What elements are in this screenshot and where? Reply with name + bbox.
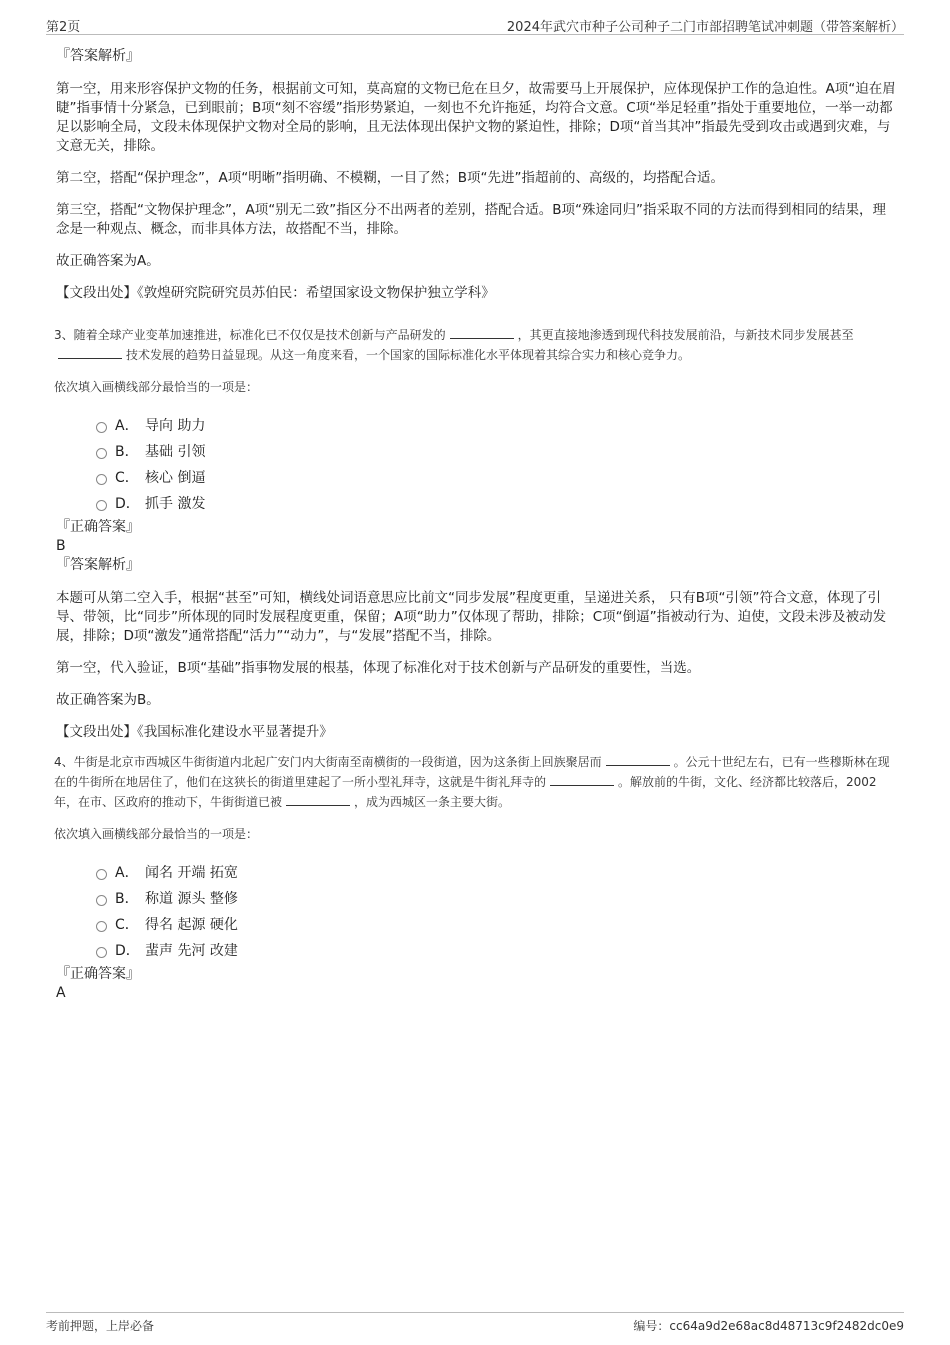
document-title: 2024年武穴市种子公司种子二门市部招聘笔试冲刺题（带答案解析） [506,20,904,35]
q2-analysis-para3: 第三空，搭配“文物保护理念”，A项“别无二致”指区分不出两者的差别，搭配合适。B项“殊途同归”指采取不同的方法而得到相同的结果，理念是一种观点、概念，而非具体方法，故搭配不当，排除。 [56,202,886,237]
q3-analysis-para2: 第一空，代入验证，B项“基础”指事物发展的根基，体现了标准化对于技术创新与产品研发的重要性，当选。 [56,660,701,676]
blank-1 [606,753,670,766]
q2-conclusion: 故正确答案为A。 [56,253,160,269]
q3-instruction: 依次填入画横线部分最恰当的一项是： [54,380,259,394]
q4-answer: A [56,985,66,1001]
q3-option-d[interactable]: D． 抓手 激发 [96,491,896,517]
radio-icon[interactable] [96,869,107,880]
radio-icon[interactable] [96,422,107,433]
blank-2 [58,346,122,359]
q4-stem: 4、牛街是北京市西城区牛街街道内北起广安门内大街南至南横街的一段街道，因为这条街上回族聚居而 。公元十世纪左右，已有一些穆斯林在现在的牛街所在地居住了，他们在这狭长的街道里建起了一所小型礼拜寺，这就是牛街礼拜寺的 。解放前的牛街，文化、经济都比较落后，2002年，在市、区政府的推动下，牛街街道已被 ，成为西城区一条主要大街。 [54,755,890,809]
page-number: 第2页 [46,20,81,35]
radio-icon[interactable] [96,500,107,511]
q3-answer-label: 『正确答案』 [56,519,140,535]
page-header [46,14,904,35]
blank-3 [286,793,350,806]
q3-answer: B [56,538,66,554]
page-footer [46,1312,904,1333]
q3-option-a[interactable]: A． 导向 助力 [96,413,896,439]
radio-icon[interactable] [96,921,107,932]
q4-options [96,860,896,964]
q4-option-d[interactable]: D． 蜚声 先河 改建 [96,938,896,964]
q4-option-b[interactable]: B． 称道 源头 整修 [96,886,896,912]
radio-icon[interactable] [96,947,107,958]
q2-analysis-para2: 第二空，搭配“保护理念”，A项“明晰”指明确、不模糊，一目了然；B项“先进”指超前的、高级的，均搭配合适。 [56,170,724,186]
blank-2 [550,773,614,786]
q4-option-a[interactable]: A． 闻名 开端 拓宽 [96,860,896,886]
q2-analysis-label: 『答案解析』 [56,48,140,64]
q4-answer-label: 『正确答案』 [56,966,140,982]
radio-icon[interactable] [96,895,107,906]
q3-option-c[interactable]: C． 核心 倒逼 [96,465,896,491]
q3-option-b[interactable]: B． 基础 引领 [96,439,896,465]
q4-option-c[interactable]: C． 得名 起源 硬化 [96,912,896,938]
q3-analysis-para1: 本题可从第二空入手，根据“甚至”可知，横线处词语意思应比前文“同步发展”程度更重，呈递进关系， 只有B项“引领”符合文意，体现了引导、带领，比“同步”所体现的同时发展程度更重，保留；A项“助力”仅体现了帮助，排除；C项“倒逼”指被动行为、迫使，文段未涉及被动发展，排除；D项“激发”通常搭配“活力”“动力”，与“发展”搭配不当，排除。 [56,590,887,644]
footer-slogan: 考前押题，上岸必备 [46,1319,155,1333]
q4-instruction: 依次填入画横线部分最恰当的一项是： [54,827,259,841]
document-code: 编号：cc64a9d2e68ac8d48713c9f2482dc0e9 [633,1319,904,1333]
radio-icon[interactable] [96,474,107,485]
q2-source: 【文段出处】《敦煌研究院研究员苏伯民：希望国家设文物保护独立学科》 [56,285,495,301]
q3-stem: 3、随着全球产业变革加速推进，标准化已不仅仅是技术创新与产品研发的 ，其更直接地渗透到现代科技发展前沿，与新技术同步发展甚至技术发展的趋势日益显现。从这一角度来看，一个国家的国际标准化水平体现着其综合实力和核心竞争力。 [54,328,854,362]
radio-icon[interactable] [96,448,107,459]
document-content [54,46,896,1002]
q3-conclusion: 故正确答案为B。 [56,692,160,708]
q2-analysis-para1: 第一空，用来形容保护文物的任务，根据前文可知，莫高窟的文物已危在旦夕，故需要马上开展保护，应体现保护工作的急迫性。A项“迫在眉睫”指事情十分紧急，已到眼前；B项“刻不容缓”指形势紧迫，一刻也不允许拖延，均符合文意。C项“举足轻重”指处于重要地位，一举一动都足以影响全局，文段未体现保护文物对全局的影响，且无法体现出保护文物的紧迫性，排除；D项“首当其冲”指最先受到攻击或遇到灾难，与文意无关，排除。 [56,81,896,154]
q3-source: 【文段出处】《我国标准化建设水平显著提升》 [56,724,333,740]
q3-analysis-label: 『答案解析』 [56,557,140,573]
q3-options [96,413,896,517]
blank-1 [450,326,514,339]
